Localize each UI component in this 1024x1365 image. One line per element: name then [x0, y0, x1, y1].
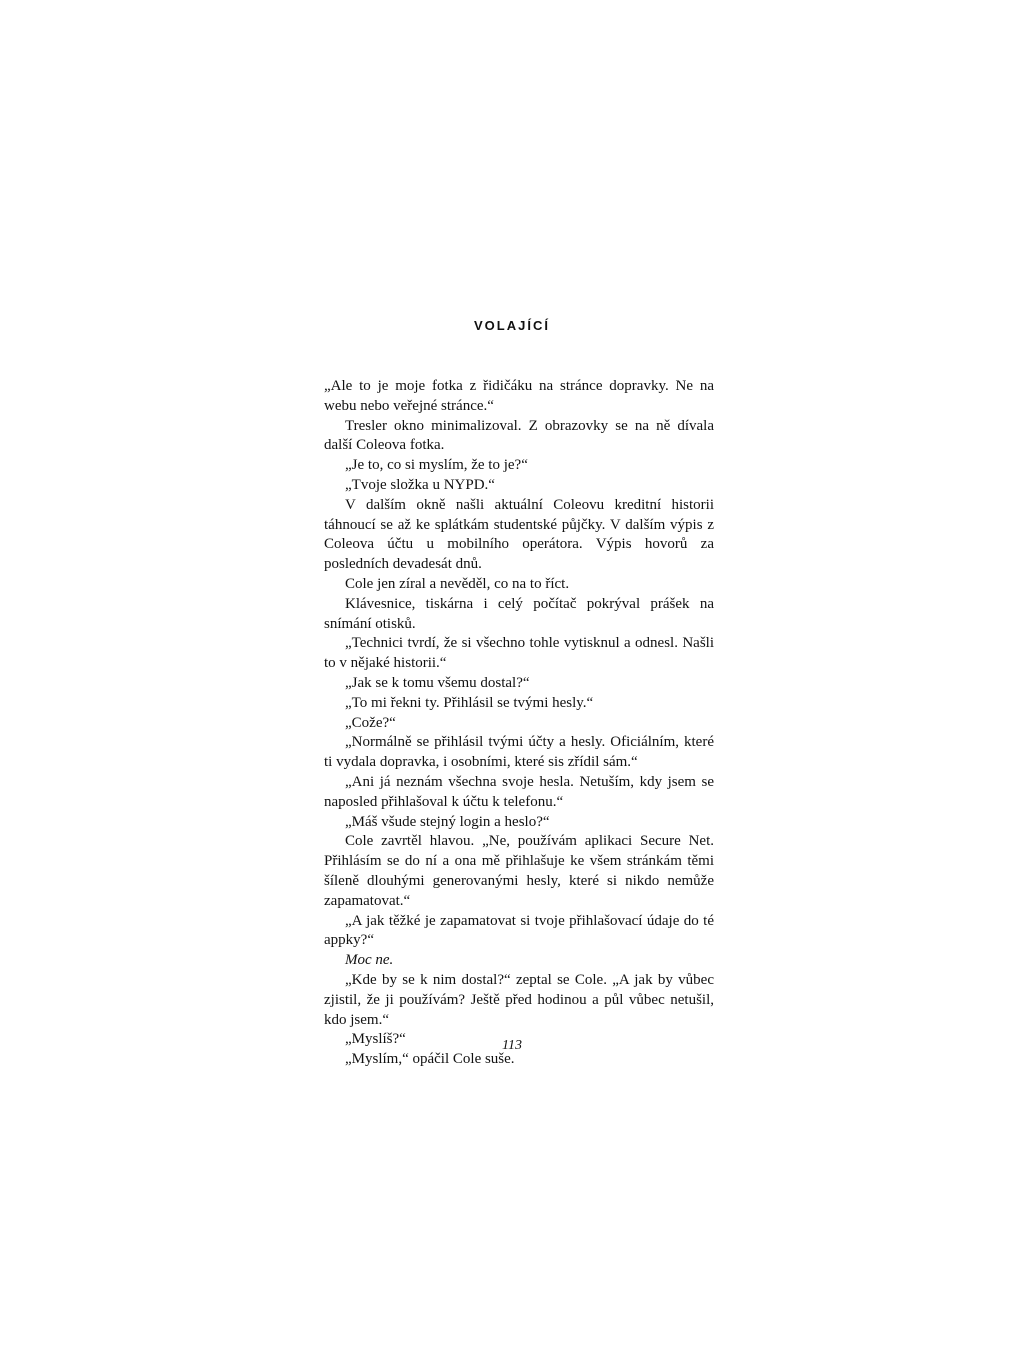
- paragraph: V dalším okně našli aktuální Coleovu kreditní historii táhnoucí se až ke splátkám studentské půjčky. V dalším výpis z Coleova účtu u mobilního operátora. Výpis hovorů za posledních devadesát dnů.: [324, 496, 714, 573]
- paragraph: „Myslíš?“: [345, 1031, 406, 1048]
- paragraph: „Cože?“: [345, 714, 396, 731]
- paragraph: „Je to, co si myslím, že to je?“: [345, 457, 528, 474]
- paragraph: „Tvoje složka u NYPD.“: [345, 476, 495, 493]
- paragraph: Klávesnice, tiskárna i celý počítač pokrýval prášek na snímání otisků.: [324, 595, 714, 632]
- paragraph: „Jak se k tomu všemu dostal?“: [345, 674, 530, 691]
- paragraph: „Myslím,“ opáčil Cole suše.: [345, 1051, 515, 1068]
- paragraph-italic: Moc ne.: [345, 952, 394, 969]
- paragraph: Cole jen zíral a nevěděl, co na to říct.: [345, 575, 570, 592]
- paragraph: „Máš všude stejný login a heslo?“: [345, 813, 550, 830]
- page-number: 113: [502, 1038, 522, 1053]
- paragraph: „Kde by se k nim dostal?“ zeptal se Cole. „A jak by vůbec zjistil, že ji používám? Ještě před hodinou a půl vůbec netušil, kdo jsem.“: [324, 971, 714, 1028]
- paragraph: „To mi řekni ty. Přihlásil se tvými hesly.“: [345, 694, 594, 711]
- paragraph: „Technici tvrdí, že si všechno tohle vytisknul a odnesl. Našli to v nějaké historii.“: [324, 635, 714, 672]
- running-head-title: VOLAJÍCÍ: [474, 318, 550, 333]
- paragraph: Cole zavrtěl hlavou. „Ne, používám aplikaci Secure Net. Přihlásím se do ní a ona mě přihlašuje ke všem stránkám těmi šíleně dlouhými generovanými hesly, které si nikdo nemůže zapamatovat.“: [324, 833, 714, 909]
- body-text: [324, 377, 714, 1070]
- paragraph: „A jak těžké je zapamatovat si tvoje přihlašovací údaje do té appky?“: [324, 912, 714, 949]
- paragraph: Tresler okno minimalizoval. Z obrazovky se na ně dívala další Coleova fotka.: [324, 417, 714, 454]
- paragraph: „Ani já neznám všechna svoje hesla. Netuším, kdy jsem se naposled přihlašoval k účtu k telefonu.“: [324, 773, 714, 810]
- paragraph: „Normálně se přihlásil tvými účty a hesly. Oficiálním, které ti vydala dopravka, i osobními, které sis zřídil sám.“: [324, 734, 714, 771]
- paragraph: „Ale to je moje fotka z řidičáku na stránce dopravky. Ne na webu nebo veřejné stránce.“: [324, 378, 714, 414]
